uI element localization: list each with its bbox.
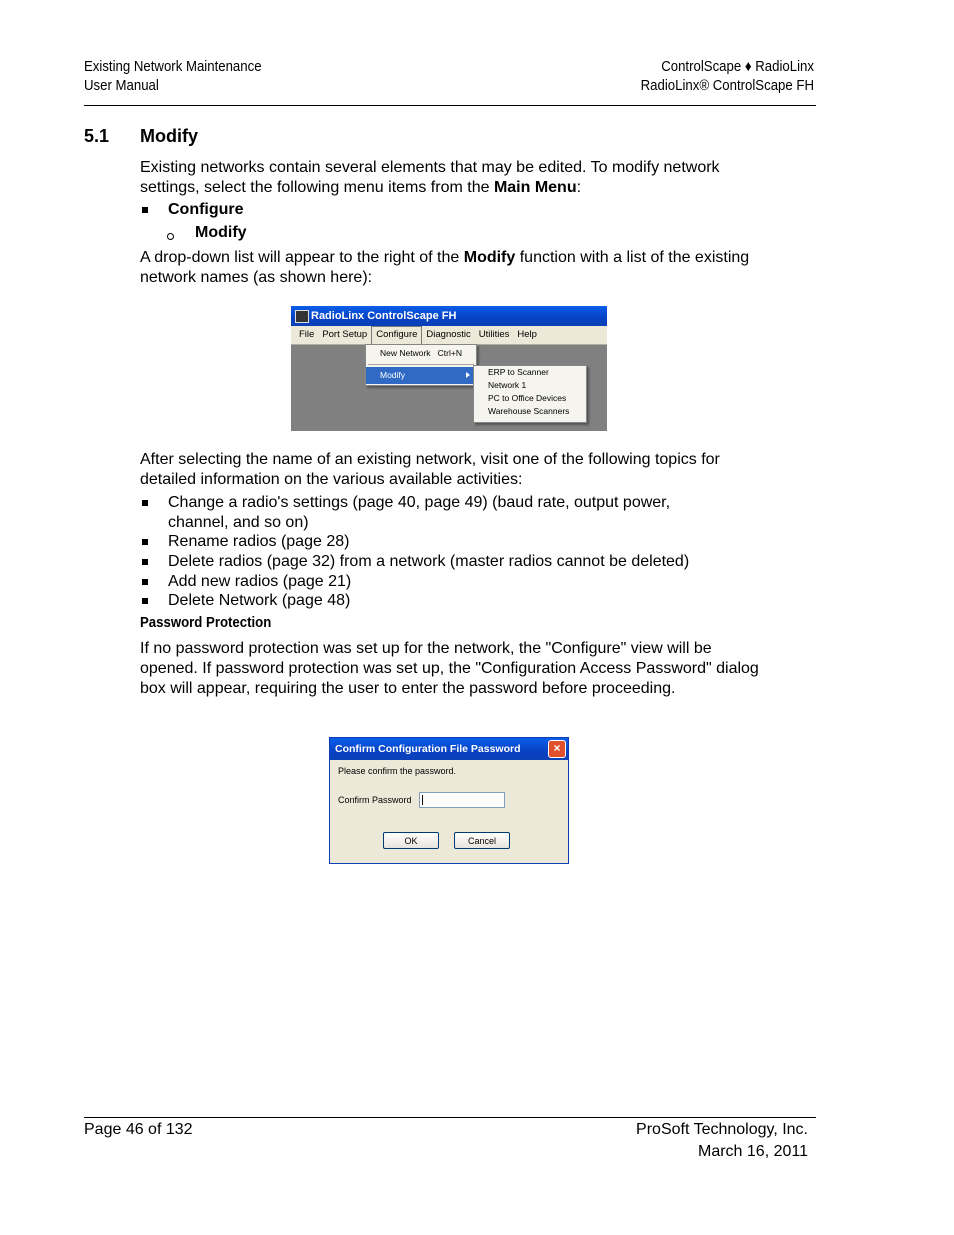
- app-title: RadioLinx ControlScape FH: [311, 310, 457, 322]
- app-screenshot: [291, 306, 607, 431]
- section-number: 5.1: [84, 126, 110, 146]
- app-icon: [295, 310, 309, 323]
- dialog-titlebar: [330, 738, 568, 760]
- header-doc-section: Existing Network Maintenance: [84, 58, 262, 75]
- menu-help[interactable]: Help: [517, 329, 537, 340]
- dialog-prompt: Please confirm the password.: [338, 766, 457, 776]
- header-doc-type: User Manual: [84, 77, 159, 94]
- menu-path-configure: Configure: [168, 201, 244, 218]
- menu-file[interactable]: File: [299, 329, 315, 340]
- network-item[interactable]: PC to Office Devices: [488, 393, 567, 403]
- intro-text: Existing networks contain several elements that may be edited. To modify network settings, select the following menu items from the: [140, 159, 720, 196]
- new-network-label: New Network: [380, 348, 431, 358]
- ok-button[interactable]: OK: [383, 832, 439, 849]
- password-dialog: [329, 737, 569, 864]
- dialog-title: Confirm Configuration File Password: [335, 743, 521, 755]
- new-network-shortcut: Ctrl+N: [437, 348, 462, 358]
- text-caret: [422, 795, 423, 805]
- activity-item: Delete radios (page 32) from a network (master radios cannot be deleted): [168, 553, 690, 570]
- dropdown-post: function with a list of the existing network names (as shown here):: [140, 249, 750, 286]
- bullet-circle: [167, 233, 174, 240]
- menu-utilities[interactable]: Utilities: [478, 329, 510, 340]
- footer-company: ProSoft Technology, Inc.: [636, 1121, 808, 1138]
- intro-bold: Main Menu: [493, 179, 577, 196]
- menu-configure[interactable]: Configure: [371, 326, 422, 344]
- menu-diagnostic[interactable]: Diagnostic: [426, 329, 471, 340]
- after-paragraph: After selecting the name of an existing network, visit one of the following topics for detailed information on the various available activities:: [140, 451, 720, 488]
- section-title: Modify: [140, 126, 198, 146]
- footer-date: March 16, 2011: [698, 1143, 808, 1160]
- footer-rule: [84, 1117, 816, 1118]
- intro-paragraph: [140, 158, 740, 198]
- bullet-square: [142, 539, 148, 545]
- header-product: ControlScape ♦ RadioLinx: [661, 58, 814, 75]
- network-submenu: [473, 365, 587, 423]
- password-field[interactable]: [419, 792, 505, 808]
- network-item[interactable]: Warehouse Scanners: [488, 406, 570, 416]
- dropdown-bold: Modify: [463, 249, 516, 266]
- menu-port-setup[interactable]: Port Setup: [322, 329, 368, 340]
- bullet-square: [142, 559, 148, 565]
- network-item[interactable]: Network 1: [488, 380, 527, 390]
- header-right: [641, 57, 814, 95]
- activity-item: Rename radios (page 28): [168, 533, 350, 550]
- close-icon[interactable]: ×: [548, 740, 566, 758]
- activity-item: Change a radio's settings (page 40, page 49) (baud rate, output power,: [168, 494, 671, 511]
- password-paragraph: If no password protection was set up for the network, the "Configure" view will be opened. If password protection was set up, the "Configuration Access Password" dialog box will appear, requiring the user to enter the password before proceeding.: [140, 640, 759, 697]
- network-item[interactable]: ERP to Scanner: [488, 367, 549, 377]
- header-rule: [84, 105, 816, 106]
- activity-item-cont: channel, and so on): [168, 514, 309, 531]
- submenu-arrow-icon: [466, 372, 470, 378]
- cancel-button[interactable]: Cancel: [454, 832, 510, 849]
- password-heading: Password Protection: [140, 614, 272, 631]
- bullet-square: [142, 500, 148, 506]
- configure-dropdown: [365, 344, 477, 386]
- menu-path-modify: Modify: [195, 224, 247, 241]
- section-heading: [84, 126, 198, 147]
- modify-label: Modify: [380, 370, 406, 380]
- field-label: Confirm Password: [338, 795, 412, 805]
- menu-item-new-network[interactable]: [366, 345, 476, 362]
- activity-item: Add new radios (page 21): [168, 573, 352, 590]
- header-product-sub: RadioLinx® ControlScape FH: [640, 77, 814, 94]
- app-menubar: [291, 326, 607, 345]
- activity-item: Delete Network (page 48): [168, 592, 351, 609]
- bullet-square: [142, 579, 148, 585]
- dropdown-paragraph: [140, 248, 750, 288]
- dropdown-pre: A drop-down list will appear to the right of the: [140, 249, 464, 266]
- app-titlebar: [291, 306, 607, 326]
- bullet-square: [142, 207, 148, 213]
- bullet-square: [142, 598, 148, 604]
- footer-right: [636, 1119, 808, 1163]
- menu-separator: [368, 364, 474, 365]
- header-left: [84, 57, 262, 95]
- intro-end: :: [576, 179, 582, 196]
- footer-page: Page 46 of 132: [84, 1121, 193, 1138]
- menu-item-modify[interactable]: [366, 367, 476, 384]
